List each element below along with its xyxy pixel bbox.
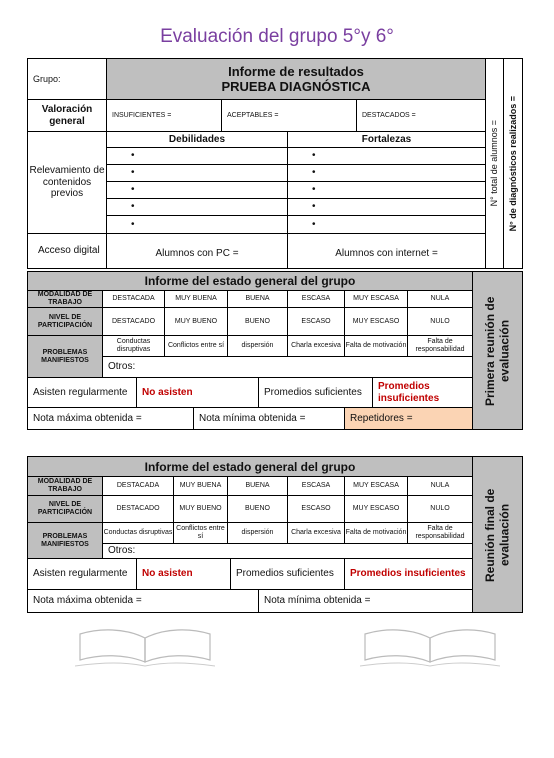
- estado1-side-label: Primera reunión de evaluación: [472, 271, 523, 430]
- estado2-modalidad-option[interactable]: MUY BUENA: [173, 476, 228, 496]
- estado2-nivel-option[interactable]: BUENO: [227, 495, 288, 523]
- fortalezas-header: Fortalezas: [287, 131, 486, 148]
- estado1-modalidad-option[interactable]: MUY ESCASA: [344, 290, 408, 308]
- total-alumnos-cell[interactable]: [485, 58, 504, 269]
- estado1-problemas-label: PROBLEMAS MANIFIESTOS: [27, 335, 103, 378]
- estado2-nota-maxima[interactable]: Nota máxima obtenida =: [27, 589, 259, 613]
- estado1-nivel-option[interactable]: MUY ESCASO: [344, 307, 408, 336]
- estado2-nivel-option[interactable]: NULO: [407, 495, 473, 523]
- estado2-modalidad-option[interactable]: DESTACADA: [102, 476, 174, 496]
- estado2-problemas-label: PROBLEMAS MANIFIESTOS: [27, 522, 103, 559]
- estado2-modalidad-option[interactable]: BUENA: [227, 476, 288, 496]
- estado1-nivel-option[interactable]: NULO: [407, 307, 473, 336]
- estado1-problema-option[interactable]: Conflictos entre sí: [164, 335, 228, 357]
- estado1-modalidad-option[interactable]: DESTACADA: [102, 290, 165, 308]
- debilidad-item[interactable]: •: [106, 164, 288, 182]
- debilidad-item[interactable]: •: [106, 147, 288, 165]
- estado1-modalidad-option[interactable]: MUY BUENA: [164, 290, 228, 308]
- estado2-nivel-option[interactable]: DESTACADO: [102, 495, 174, 523]
- estado1-nivel-option[interactable]: DESTACADO: [102, 307, 165, 336]
- estado1-header: Informe del estado general del grupo: [27, 271, 473, 291]
- estado1-nivel-option[interactable]: ESCASO: [287, 307, 345, 336]
- debilidad-item[interactable]: •: [106, 181, 288, 199]
- estado2-problema-option[interactable]: Falta de motivación: [344, 522, 408, 544]
- estado1-modalidad-label: MODALIDAD DE TRABAJO: [27, 290, 103, 308]
- alumnos-internet-field[interactable]: Alumnos con internet =: [287, 233, 486, 269]
- estado1-problema-option[interactable]: Charla excesiva: [287, 335, 345, 357]
- open-book-icon: [360, 626, 500, 668]
- estado2-problema-option[interactable]: Conductas disruptivas: [102, 522, 174, 544]
- fortaleza-item[interactable]: •: [287, 181, 486, 199]
- insuficientes-field[interactable]: INSUFICIENTES =: [106, 99, 222, 132]
- page-title: Evaluación del grupo 5°y 6°: [160, 26, 394, 47]
- destacados-field[interactable]: DESTACADOS =: [356, 99, 486, 132]
- aceptables-field[interactable]: ACEPTABLES =: [221, 99, 357, 132]
- estado2-modalidad-option[interactable]: NULA: [407, 476, 473, 496]
- estado2-problema-option[interactable]: Charla excesiva: [287, 522, 345, 544]
- estado1-promedios-suficientes[interactable]: Promedios suficientes: [258, 377, 373, 408]
- diagnosticos-label: N° de diagnósticos realizados =: [507, 95, 518, 232]
- fortaleza-item[interactable]: •: [287, 215, 486, 234]
- debilidades-header: Debilidades: [106, 131, 288, 148]
- estado1-no-asisten[interactable]: No asisten: [136, 377, 259, 408]
- estado2-modalidad-option[interactable]: ESCASA: [287, 476, 345, 496]
- informe-title-line1: Informe de resultados: [228, 64, 364, 79]
- estado1-modalidad-option[interactable]: BUENA: [227, 290, 288, 308]
- estado2-promedios-suficientes[interactable]: Promedios suficientes: [230, 558, 345, 590]
- estado1-problema-option[interactable]: Falta de motivación: [344, 335, 408, 357]
- estado2-nivel-option[interactable]: MUY ESCASO: [344, 495, 408, 523]
- relevamiento-label: Relevamiento de contenidos previos: [27, 131, 107, 234]
- total-alumnos-label: N° total de alumnos =: [489, 120, 500, 207]
- open-book-icon: [75, 626, 215, 668]
- estado2-modalidad-label: MODALIDAD DE TRABAJO: [27, 476, 103, 496]
- fortaleza-item[interactable]: •: [287, 164, 486, 182]
- fortaleza-item[interactable]: •: [287, 147, 486, 165]
- alumnos-pc-field[interactable]: Alumnos con PC =: [106, 233, 288, 269]
- estado1-repetidores[interactable]: Repetidores =: [344, 407, 473, 430]
- debilidad-item[interactable]: •: [106, 198, 288, 216]
- estado1-problema-option[interactable]: Conductas disruptivas: [102, 335, 165, 357]
- estado2-nivel-option[interactable]: MUY BUENO: [173, 495, 228, 523]
- estado2-asisten[interactable]: Asisten regularmente: [27, 558, 137, 590]
- estado2-nivel-option[interactable]: ESCASO: [287, 495, 345, 523]
- estado1-modalidad-option[interactable]: ESCASA: [287, 290, 345, 308]
- informe-title-line2: PRUEBA DIAGNÓSTICA: [221, 79, 371, 94]
- estado2-promedios-insuficientes[interactable]: Promedios insuficientes: [344, 558, 473, 590]
- estado2-nivel-label: NIVEL DE PARTICIPACIÓN: [27, 495, 103, 523]
- estado1-nivel-label: NIVEL DE PARTICIPACIÓN: [27, 307, 103, 336]
- estado1-asisten[interactable]: Asisten regularmente: [27, 377, 137, 408]
- fortaleza-item[interactable]: •: [287, 198, 486, 216]
- estado1-problema-option[interactable]: dispersión: [227, 335, 288, 357]
- estado1-nivel-option[interactable]: BUENO: [227, 307, 288, 336]
- estado2-side-label: Reunión final de evaluación: [472, 456, 523, 613]
- debilidad-item[interactable]: •: [106, 215, 288, 234]
- estado1-nivel-option[interactable]: MUY BUENO: [164, 307, 228, 336]
- valoracion-label: Valoración general: [27, 99, 107, 132]
- estado2-modalidad-option[interactable]: MUY ESCASA: [344, 476, 408, 496]
- estado1-nota-minima[interactable]: Nota mínima obtenida =: [193, 407, 345, 430]
- estado2-problema-option[interactable]: Falta de responsabilidad: [407, 522, 473, 544]
- estado1-nota-maxima[interactable]: Nota máxima obtenida =: [27, 407, 194, 430]
- grupo-label: Grupo:: [27, 58, 107, 100]
- estado2-nota-minima[interactable]: Nota mínima obtenida =: [258, 589, 473, 613]
- informe-resultados-header: [106, 58, 486, 100]
- estado1-modalidad-option[interactable]: NULA: [407, 290, 473, 308]
- estado2-no-asisten[interactable]: No asisten: [136, 558, 231, 590]
- acceso-digital-label: Acceso digital: [27, 233, 107, 269]
- diagnosticos-cell[interactable]: [503, 58, 523, 269]
- estado2-problema-option[interactable]: dispersión: [227, 522, 288, 544]
- estado2-header: Informe del estado general del grupo: [27, 456, 473, 477]
- estado1-promedios-insuficientes[interactable]: Promedios insuficientes: [372, 377, 473, 408]
- estado1-problema-option[interactable]: Falta de responsabilidad: [407, 335, 473, 357]
- estado2-problema-option[interactable]: Conflictos entre sí: [173, 522, 228, 544]
- estado2-otros-field[interactable]: Otros:: [102, 543, 473, 559]
- estado1-otros-field[interactable]: Otros:: [102, 356, 473, 378]
